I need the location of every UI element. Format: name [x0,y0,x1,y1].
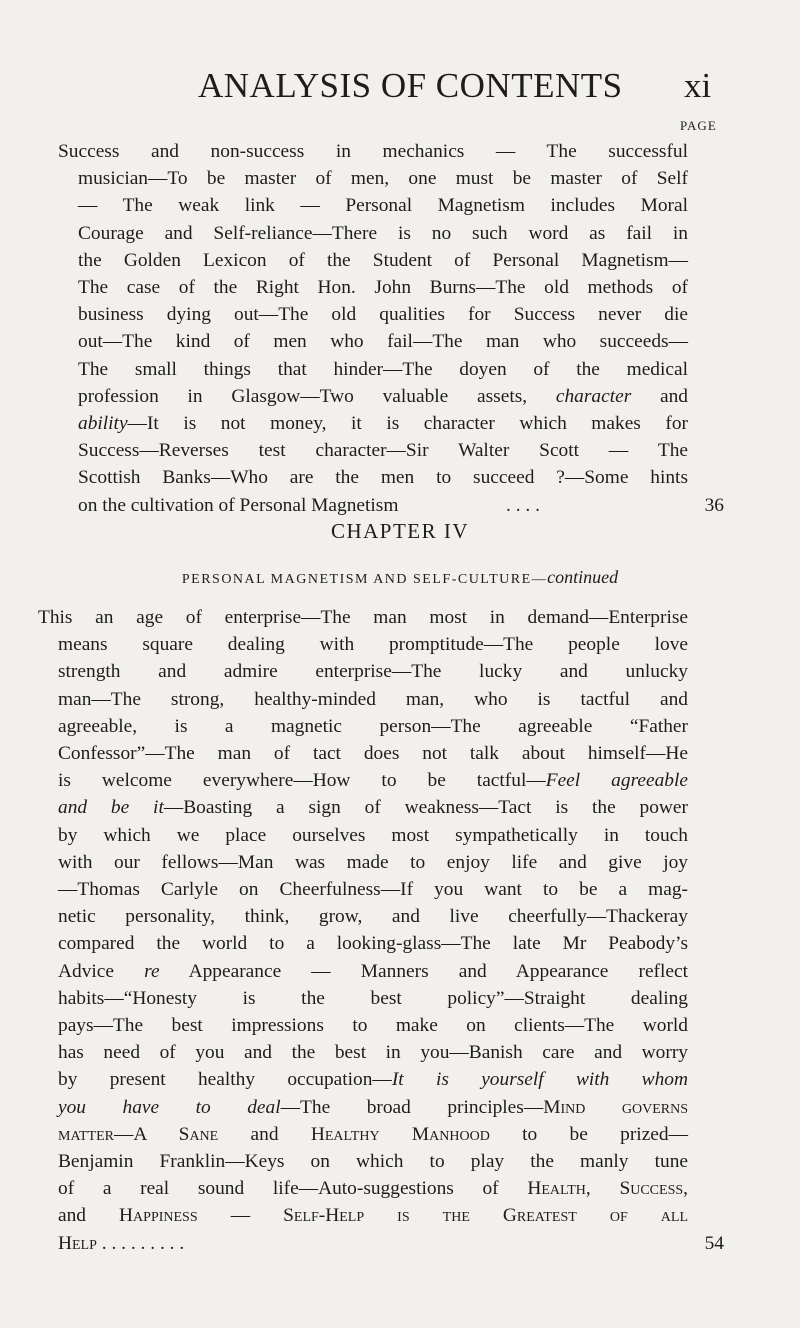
running-head [0,66,800,106]
entry-line: — The weak link — Personal Magnetism includes Moral [78,195,688,217]
dot-leader: . . . . . . . . . [101,1232,185,1254]
entry-text: of a real sound life—Auto-suggestions of [58,1178,499,1200]
entry-text: and [660,385,688,407]
entry-text: —It is not money, it is character which makes for [127,413,688,435]
contents-entry-chapter-iii [58,138,724,519]
entry-page-number: 36 [704,494,724,516]
small-caps-term: Health, Success, [527,1178,688,1200]
entry-line: The case of the Right Hon. John Burns—The old methods of [78,277,688,299]
italic-term: you have to deal [58,1096,281,1118]
entry-line: Benjamin Franklin—Keys on which to play the manly tune [58,1151,688,1173]
page-column-label: PAGE [680,118,717,133]
small-caps-term: Healthy Manhood [310,1123,490,1145]
entry-line: musician—To be master of men, one must be master of Self [78,168,688,190]
entry-line: by which we place ourselves most sympathetically in touch [58,824,688,846]
entry-line: with our fellows—Man was made to enjoy life and give joy [58,851,688,873]
entry-line: man—The strong, healthy-minded man, who is tactful and [58,688,688,710]
chapter-subtitle [0,567,800,588]
entry-line: compared the world to a looking-glass—The late Mr Peabody’s [58,933,688,955]
entry-line: means square dealing with promptitude—The people love [58,634,688,656]
italic-term: character [555,385,632,407]
entry-text: and [58,1205,120,1227]
entry-line: —Thomas Carlyle on Cheerfulness—If you want to be a mag- [58,879,688,901]
entry-line: out—The kind of men who fail—The man who succeeds— [78,331,688,353]
entry-line: Confessor”—The man of tact does not talk about himself—He [58,743,688,765]
entry-text: —The broad principles— [280,1096,544,1118]
entry-text: on the cultivation of Personal Magnetism [78,494,399,516]
italic-term: Feel agreeable [545,770,688,792]
small-caps-term: Help [58,1232,97,1254]
entry-line: pays—The best impressions to make on clients—The world [58,1015,688,1037]
entry-text: Appearance — Manners and Appearance reflect [188,960,688,982]
dot-leader: . . . . [506,494,540,516]
italic-term: re [144,960,160,982]
italic-term: ability [78,413,128,435]
entry-line: habits—“Honesty is the best policy”—Straight dealing [58,987,688,1009]
chapter-subtitle-continued: continued [547,567,619,587]
entry-text: Advice [58,960,114,982]
page-number: xi [684,66,712,105]
entry-line: netic personality, think, grow, and live cheerfully—Thackeray [58,906,688,928]
small-caps-term: — Self-Help is the Greatest of all [230,1205,688,1227]
entry-text: is welcome everywhere—How to be tactful— [58,770,546,792]
entry-line-last [58,492,724,519]
entry-line: Courage and Self-reliance—There is no such word as fail in [78,222,688,244]
entry-line: business dying out—The old qualities for Success never die [78,304,688,326]
entry-line-mixed [58,958,688,985]
entry-line-last [58,1230,724,1257]
entry-line-mixed [58,1175,688,1202]
entry-line: strength and admire enterprise—The lucky and unlucky [58,661,688,683]
small-caps-term: Sane [178,1123,219,1145]
entry-line-mixed [58,1202,688,1229]
italic-term: and be it [58,797,164,819]
contents-entry-chapter-iv [38,604,724,1257]
entry-line: agreeable, is a magnetic person—The agreeable “Father [58,715,688,737]
entry-line-mixed [58,1121,688,1148]
entry-line: the Golden Lexicon of the Student of Personal Magnetism— [78,249,688,271]
entry-line-mixed [58,383,688,410]
italic-term: It is yourself with whom [391,1069,689,1091]
chapter-subtitle-text: PERSONAL MAGNETISM AND SELF-CULTURE— [181,572,548,587]
entry-text: —A [114,1123,147,1145]
entry-line: This an age of enterprise—The man most in demand—Enterprise [38,607,688,628]
entry-line: has need of you and the best in you—Banish care and worry [58,1042,688,1064]
entry-text: to be prized— [522,1123,688,1145]
entry-line-mixed [58,410,688,437]
entry-line: Success—Reverses test character—Sir Walter Scott — The [78,440,688,462]
entry-line: Success and non-success in mechanics — The successful [58,141,688,162]
entry-line-mixed [58,794,688,821]
entry-line-mixed [58,767,688,794]
small-caps-term: matter [58,1123,114,1145]
entry-text: and [250,1123,279,1145]
entry-page-number: 54 [704,1232,724,1254]
entry-text: —Boasting a sign of weakness—Tact is the power [163,797,688,819]
entry-line-mixed [58,1094,688,1121]
entry-line: The small things that hinder—The doyen of the medical [78,358,688,380]
entry-text: by present healthy occupation— [58,1069,392,1091]
chapter-title: CHAPTER IV [330,519,470,543]
small-caps-term: Happiness [119,1205,198,1227]
entry-text: profession in Glasgow—Two valuable assets, [78,385,528,407]
entry-line-mixed [58,1066,688,1093]
entry-line: Scottish Banks—Who are the men to succeed ?—Some hints [78,467,688,489]
small-caps-term: Mind governs [543,1096,688,1118]
running-title: ANALYSIS OF CONTENTS [198,66,623,105]
